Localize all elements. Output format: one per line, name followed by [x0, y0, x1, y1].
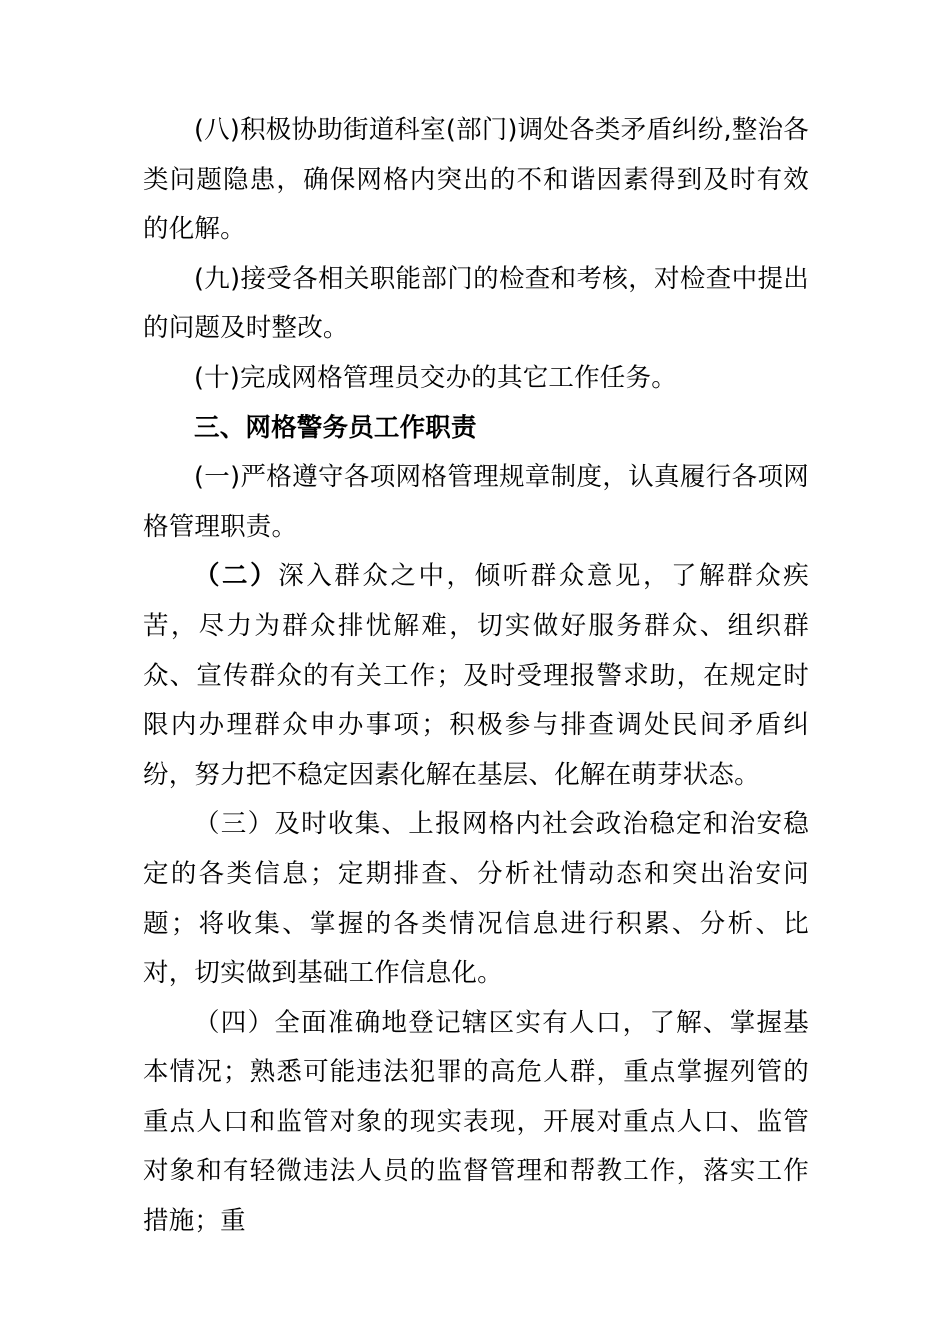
section-heading: 三、网格警务员工作职责: [194, 412, 477, 443]
paragraph-3: （三）及时收集、上报网格内社会政治稳定和治安稳定的各类信息；定期排查、分析社情动态和突出治安问题；将收集、掌握的各类情况信息进行积累、分析、比对，切实做到基础工作信息化。: [143, 809, 809, 989]
paragraph-8: (八)积极协助街道科室(部门)调处各类矛盾纠纷,整治各类问题隐患，确保网格内突出的不和谐因素得到及时有效的化解。: [143, 115, 809, 245]
paragraph-9: (九)接受各相关职能部门的检查和考核，对检查中提出的问题及时整改。: [143, 263, 809, 344]
document-body: [143, 106, 809, 1247]
paragraph-4: （四）全面准确地登记辖区实有人口，了解、掌握基本情况；熟悉可能违法犯罪的高危人群，重点掌握列管的重点人口和监管对象的现实表现，开展对重点人口、监管对象和有轻微违法人员的监督管理和帮教工作，落实工作措施；重: [143, 1007, 809, 1237]
paragraph-2-number: （二）: [194, 561, 279, 592]
paragraph-1: (一)严格遵守各项网格管理规章制度，认真履行各项网格管理职责。: [143, 462, 809, 542]
paragraph-2: [143, 552, 809, 800]
paragraph-2-text: 深入群众之中，倾听群众意见，了解群众疾苦，尽力为群众排忧解难，切实做好服务群众、组织群众、宣传群众的有关工作；及时受理报警求助，在规定时限内办理群众申办事项；积极参与排查调处民间矛盾纠纷，努力把不稳定因素化解在基层、化解在萌芽状态。: [143, 561, 809, 790]
paragraph-10: (十)完成网格管理员交办的其它工作任务。: [194, 362, 677, 393]
